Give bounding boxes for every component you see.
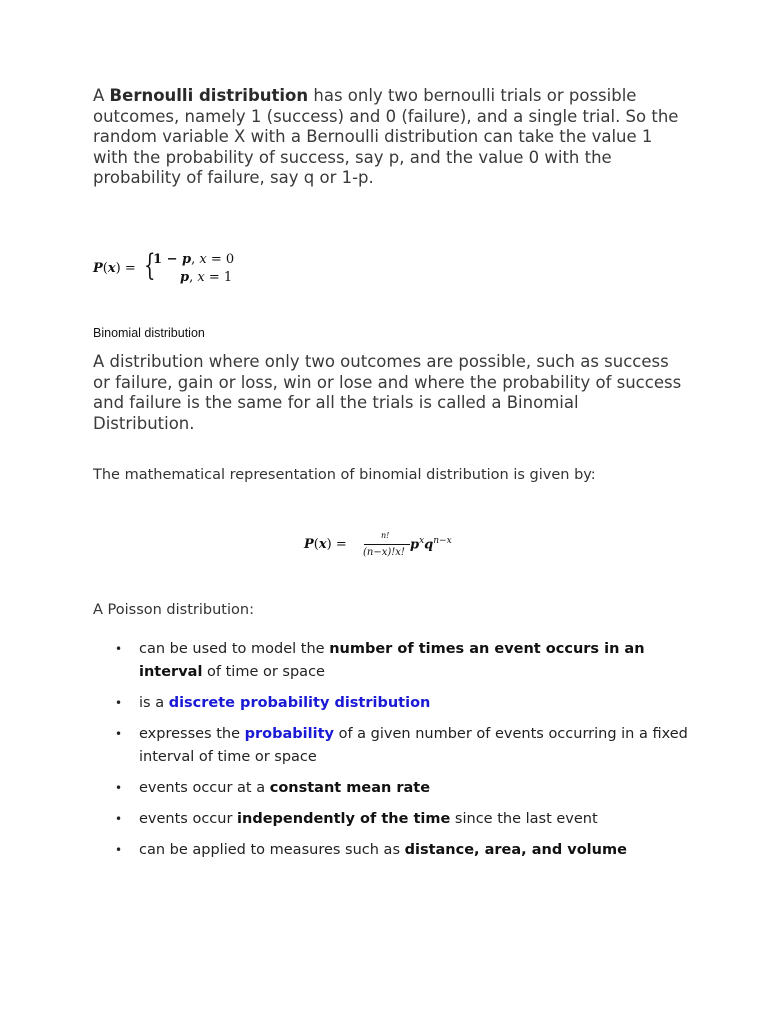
poisson-intro: A Poisson distribution: xyxy=(93,602,254,618)
binomial-paragraph: A distribution where only two outcomes are possible, such as success or failure, gain or loss, win or lose and where the probability of success and failure is the same for all the trials is called a Binomial Distribution. xyxy=(93,352,682,433)
binomial-formula xyxy=(304,531,474,565)
formula2-fraction-bar xyxy=(364,544,410,545)
list-item: • can be applied to measures such as distance, area, and volume xyxy=(93,839,693,862)
formula1-case-1: 1 − p, x = 0 xyxy=(153,252,235,267)
bullet-icon: • xyxy=(115,642,123,656)
bullet-icon: • xyxy=(115,843,123,857)
formula2-denominator: (n−x)!x! xyxy=(363,547,405,558)
binomial-intro: The mathematical representation of binomial distribution is given by: xyxy=(93,467,596,483)
list-item: • expresses the probability of a given number of events occurring in a fixed interval of time or space xyxy=(93,723,693,769)
bernoulli-paragraph xyxy=(93,86,683,189)
bullet-icon: • xyxy=(115,696,123,710)
bernoulli-text: has only two bernoulli trials or possible outcomes, namely 1 (success) and 0 (failure), and a single trial. So the random variable X with a Bernoulli distribution can take the value 1 with the probability of success, say p, and the value 0 with the probability of failure, say q or 1-p. xyxy=(93,86,679,188)
bullet-icon: • xyxy=(115,781,123,795)
list-item: • events occur at a constant mean rate xyxy=(93,777,693,800)
formula1-brace: { xyxy=(144,248,156,283)
formula1-lhs: P(x) = xyxy=(93,261,136,276)
formula2-rhs: $p^xq^{n-x}$ xyxy=(410,536,452,553)
discrete-probability-distribution-link[interactable]: discrete probability distribution xyxy=(168,695,431,711)
formula2-lhs: P(x) = xyxy=(304,537,347,552)
list-item: • is a discrete probability distribution xyxy=(93,692,693,715)
probability-link[interactable]: probability xyxy=(244,726,334,742)
binomial-heading: Binomial distribution xyxy=(93,326,205,340)
bernoulli-prefix: A xyxy=(93,86,110,105)
poisson-bullet-list xyxy=(93,638,693,870)
list-item: • events occur independently of the time since the last event xyxy=(93,808,693,831)
list-item: • can be used to model the number of times an event occurs in an interval of time or space xyxy=(93,638,693,684)
bernoulli-term: Bernoulli distribution xyxy=(109,86,309,105)
formula2-numerator: n! xyxy=(381,531,390,540)
formula1-case-2: p, x = 1 xyxy=(180,270,233,285)
bullet-icon: • xyxy=(115,727,123,741)
bullet-icon: • xyxy=(115,812,123,826)
